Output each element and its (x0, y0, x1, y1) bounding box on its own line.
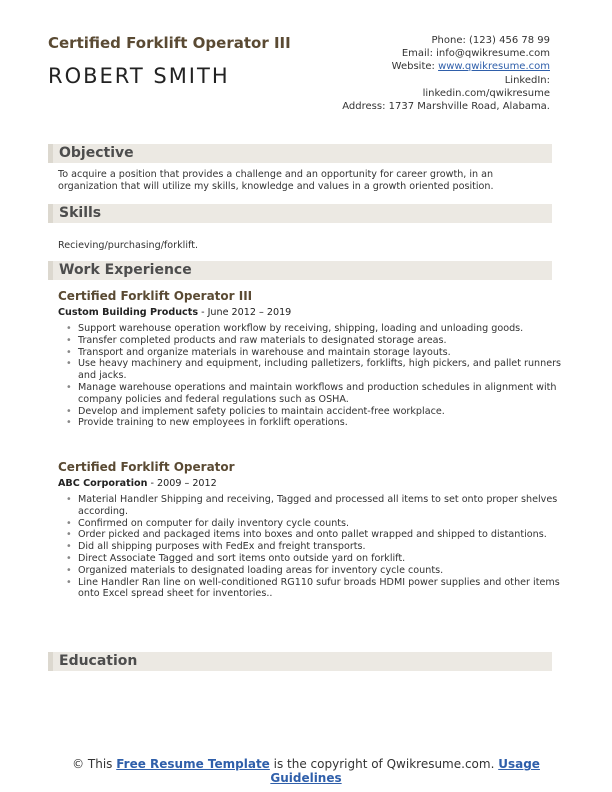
contact-linkedin-value: linkedin.com/qwikresume (422, 87, 550, 99)
job-1-company-line (58, 307, 291, 318)
list-item: • Manage warehouse operations and maintain workflows and production schedules in alignment with company policies and federal regulations such as OSHA. (78, 382, 570, 406)
usage-guidelines-link[interactable]: Usage Guidelines (270, 757, 540, 785)
website-link[interactable]: www.qwikresume.com (438, 61, 550, 73)
job-1-duties (62, 323, 570, 429)
job-2-company-line (58, 478, 217, 489)
list-item: • Confirmed on computer for daily inventory cycle counts. (78, 518, 570, 530)
section-title-objective: Objective (59, 145, 134, 161)
job-1-dates: - June 2012 – 2019 (198, 307, 292, 318)
resume-header (48, 34, 552, 128)
header-job-title: Certified Forklift Operator III (48, 34, 291, 52)
skills-text: Recieving/purchasing/forklift. (58, 240, 199, 251)
list-item: • Develop and implement safety policies to maintain accident-free workplace. (78, 406, 570, 418)
contact-address: Address: 1737 Marshville Road, Alabama. (342, 101, 550, 113)
copyright-footer (60, 757, 552, 785)
contact-website (340, 60, 550, 73)
section-skills (48, 204, 552, 223)
footer-prefix: © This (72, 757, 117, 771)
job-2-dates: - 2009 – 2012 (147, 478, 217, 489)
free-resume-template-link[interactable]: Free Resume Template (116, 757, 270, 771)
contact-email: Email: info@qwikresume.com (401, 48, 550, 60)
contact-phone: Phone: (123) 456 78 99 (431, 35, 550, 46)
contact-block (340, 34, 550, 113)
job-2-duties (62, 494, 570, 600)
candidate-name: ROBERT SMITH (48, 64, 230, 88)
job-1-title: Certified Forklift Operator III (58, 289, 253, 303)
job-1-company: Custom Building Products (58, 307, 199, 318)
list-item: • Provide training to new employees in forklift operations. (78, 417, 570, 429)
job-2-company: ABC Corporation (58, 478, 148, 489)
list-item: • Line Handler Ran line on well-conditioned RG110 sufur broads HDMI power supplies and other items onto Excel spread sheet for inventories.. (78, 577, 570, 601)
footer-middle: is the copyright of Qwikresume.com. (269, 757, 499, 771)
list-item: • Transport and organize materials in warehouse and maintain storage layouts. (78, 347, 570, 359)
section-objective (48, 144, 552, 163)
section-education (48, 652, 552, 671)
list-item: • Material Handler Shipping and receiving, Tagged and processed all items to set onto proper shelves according. (78, 494, 570, 518)
list-item: • Use heavy machinery and equipment, including palletizers, forklifts, high pickers, and pallet runners and jacks. (78, 358, 570, 382)
section-title-work-experience: Work Experience (59, 262, 192, 278)
list-item: • Direct Associate Tagged and sort items onto outside yard on forklift. (78, 553, 570, 565)
section-work-experience (48, 261, 552, 280)
website-label: Website: (391, 61, 439, 73)
list-item: • Did all shipping purposes with FedEx and freight transports. (78, 541, 570, 553)
list-item: • Transfer completed products and raw materials to designated storage areas. (78, 335, 570, 347)
section-title-skills: Skills (59, 205, 102, 221)
contact-linkedin-label: LinkedIn: (504, 74, 550, 86)
list-item: • Order picked and packaged items into boxes and onto pallet wrapped and shipped to distantions. (78, 529, 570, 541)
section-title-education: Education (59, 653, 138, 669)
list-item: • Support warehouse operation workflow by receiving, shipping, loading and unloading goods. (78, 323, 570, 335)
job-2-title: Certified Forklift Operator (58, 460, 235, 474)
list-item: • Organized materials to designated loading areas for inventory cycle counts. (78, 565, 570, 577)
objective-text: To acquire a position that provides a challenge and an opportunity for career growth, in an organization that will utilize my skills, knowledge and values in a growth oriented position. (58, 169, 494, 192)
